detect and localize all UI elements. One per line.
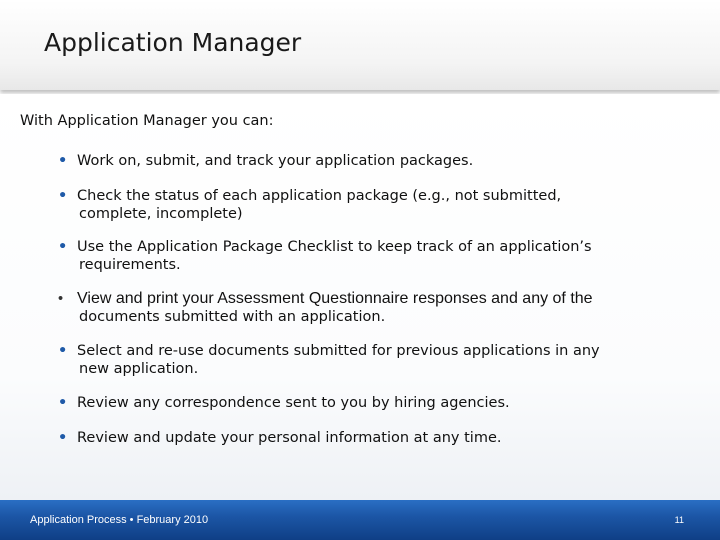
bullet-text: View and print your Assessment Questionnaire responses and any of the documents submitted with an application.: [77, 290, 593, 325]
bullet-text: Review any correspondence sent to you by hiring agencies.: [77, 395, 510, 411]
bullet-text: Select and re-use documents submitted for previous applications in any new application.: [77, 343, 600, 377]
bullet-item: [58, 290, 698, 326]
bullet-text: Review and update your personal information at any time.: [77, 430, 502, 446]
bullet-icon: •: [58, 430, 68, 446]
bullet-icon: •: [58, 188, 68, 204]
bullet-icon: •: [58, 291, 64, 307]
bullet-item: [58, 238, 698, 274]
footer-text: Application Process • February 2010: [30, 514, 209, 526]
bullet-item: [58, 394, 698, 412]
bullet-text: Use the Application Package Checklist to keep track of an application’s requirements.: [77, 239, 592, 273]
bullet-icon: •: [58, 153, 68, 169]
bullet-item: [58, 152, 698, 170]
bullet-icon: •: [58, 239, 68, 255]
footer-bar: [0, 500, 720, 540]
intro-text: With Application Manager you can:: [20, 113, 274, 129]
page-title: Application Manager: [44, 28, 302, 57]
bullet-item: [58, 342, 698, 378]
bullet-text: Check the status of each application package (e.g., not submitted, complete, incomplete): [77, 188, 562, 222]
bullet-item: [58, 187, 698, 223]
bullet-icon: •: [58, 343, 68, 359]
bullet-icon: •: [58, 395, 68, 411]
page-number: 11: [674, 515, 684, 525]
bullet-text: Work on, submit, and track your application packages.: [77, 153, 474, 169]
title-bar: [0, 0, 720, 90]
bullet-item: [58, 429, 698, 447]
